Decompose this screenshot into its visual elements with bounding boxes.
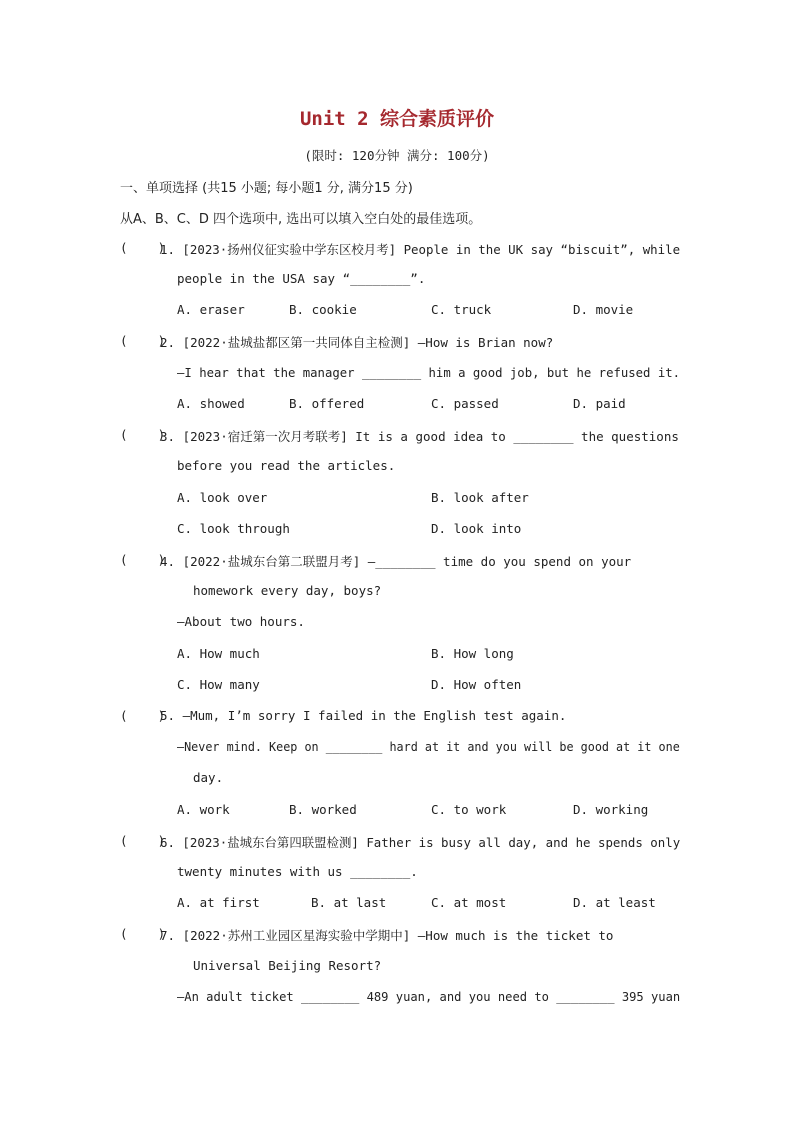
page-title [0, 104, 794, 131]
option-b: B. worked [289, 802, 357, 817]
question-text: twenty minutes with us ________. [177, 864, 418, 879]
option-b: B. How long [431, 646, 514, 661]
question-text: —I hear that the manager ________ him a good job, but he refused it. [177, 365, 681, 380]
question-text: 5. —Mum, I’m sorry I failed in the English test again. [160, 708, 567, 723]
option-c: C. to work [431, 802, 507, 817]
option-c: C. truck [431, 302, 492, 317]
question-text: 1. [2023·扬州仪征实验中学东区校月考] People in the UK say “biscuit”, while [160, 242, 681, 257]
question-text: Universal Beijing Resort? [193, 958, 382, 973]
question-text: 3. [2023·宿迁第一次月考联考] It is a good idea to ________ the questions [160, 429, 679, 444]
question-text: 2. [2022·盐城盐都区第一共同体自主检测] —How is Brian now? [160, 335, 554, 350]
option-b: B. cookie [289, 302, 357, 317]
answer-blank[interactable]: ( ) [120, 333, 166, 348]
answer-blank[interactable]: ( ) [120, 552, 166, 567]
section-heading: 一、单项选择 (共15 小题; 每小题1 分, 满分15 分) [120, 181, 413, 196]
option-a: A. How much [177, 646, 260, 661]
option-b: B. at last [311, 895, 387, 910]
option-b: B. look after [431, 490, 529, 505]
title-chinese: 综合素质评价 [380, 108, 495, 130]
option-a: A. look over [177, 490, 268, 505]
option-c: C. at most [431, 895, 507, 910]
answer-line: —About two hours. [177, 614, 305, 629]
option-a: A. work [177, 802, 230, 817]
option-d: D. look into [431, 521, 522, 536]
answer-blank[interactable]: ( ) [120, 240, 166, 255]
answer-blank[interactable]: ( ) [120, 926, 166, 941]
option-d: D. How often [431, 677, 522, 692]
option-d: D. paid [573, 396, 626, 411]
option-b: B. offered [289, 396, 365, 411]
option-d: D. movie [573, 302, 634, 317]
question-text: day. [193, 770, 224, 785]
option-c: C. How many [177, 677, 260, 692]
answer-blank[interactable]: ( ) [120, 833, 166, 848]
question-text: homework every day, boys? [193, 583, 382, 598]
option-d: D. working [573, 802, 649, 817]
option-c: C. passed [431, 396, 499, 411]
question-text: 6. [2023·盐城东台第四联盟检测] Father is busy all day, and he spends only [160, 835, 681, 850]
question-text: 4. [2022·盐城东台第二联盟月考] —________ time do you spend on your [160, 554, 632, 569]
question-text: before you read the articles. [177, 458, 396, 473]
option-a: A. at first [177, 895, 260, 910]
option-d: D. at least [573, 895, 656, 910]
time-limit-subtitle: (限时: 120分钟 满分: 100分) [304, 148, 490, 163]
option-a: A. eraser [177, 302, 245, 317]
option-a: A. showed [177, 396, 245, 411]
question-text: people in the USA say “________”. [177, 271, 426, 286]
question-text: —An adult ticket ________ 489 yuan, and you need to ________ 395 yuan [177, 989, 681, 1004]
title-english: Unit 2 [299, 108, 381, 130]
answer-blank[interactable]: ( ) [120, 427, 166, 442]
section-instruction: 从A、B、C、D 四个选项中, 选出可以填入空白处的最佳选项。 [120, 212, 482, 227]
question-text: 7. [2022·苏州工业园区星海实验中学期中] —How much is the ticket to [160, 928, 614, 943]
option-c: C. look through [177, 521, 290, 536]
question-text: —Never mind. Keep on ________ hard at it and you will be good at it one [177, 739, 680, 754]
answer-blank[interactable]: ( ) [120, 708, 166, 723]
